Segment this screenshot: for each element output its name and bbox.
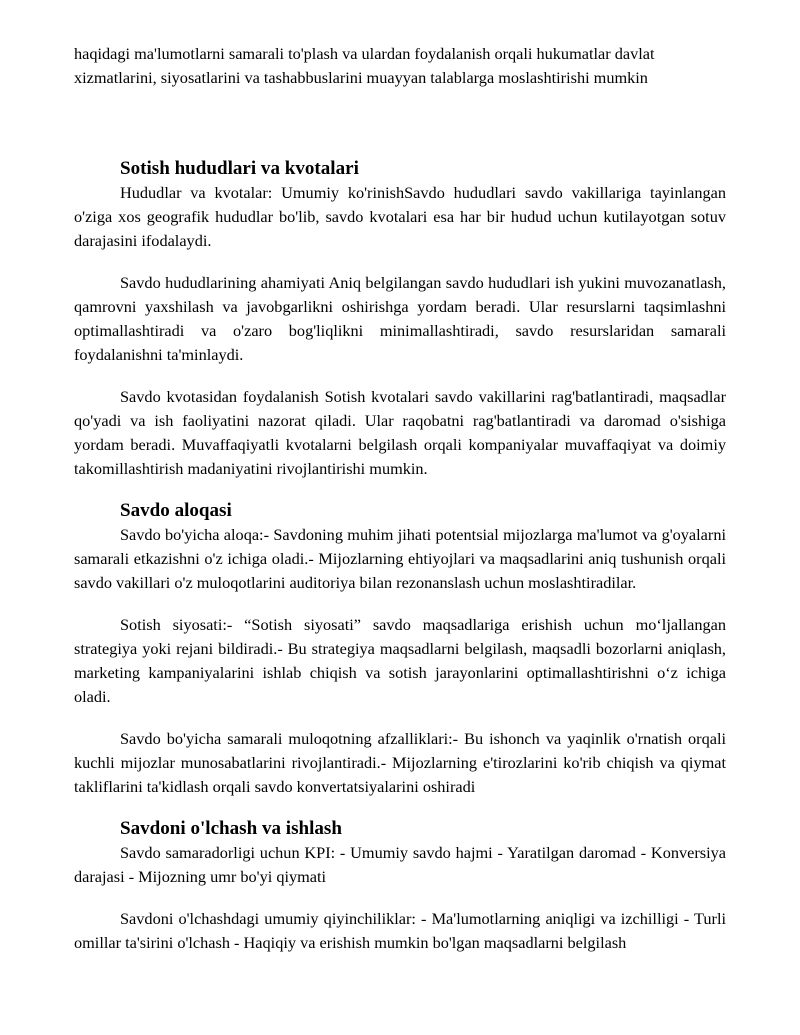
- section-heading: Savdo aloqasi: [120, 500, 232, 521]
- section-heading: Savdoni o'lchash va ishlash: [120, 818, 342, 839]
- paragraph: Savdo bo'yicha aloqa:- Savdoning muhim jihati potentsial mijozlarga ma'lumot va g'oyalarni samarali etkazishni o'z ichiga oladi.- Mijozlarning ehtiyojlari va maqsadlarini aniq tushunish orqali savdo vakillari o'z muloqotlarini auditoriya bilan rezonanslash uchun moslashtiradilar.: [74, 525, 726, 592]
- section-sales-communication: [74, 499, 726, 799]
- section-sales-measurement: [74, 817, 726, 955]
- paragraph: Savdo kvotasidan foydalanish Sotish kvotalari savdo vakillarini rag'batlantiradi, maqsadlar qo'yadi va ish faoliyatini nazorat qiladi. Ular raqobatni rag'batlantiradi va daromad o'sishiga yordam beradi. Muvaffaqiyatli kvotalarni belgilash orqali kompaniyalar muvaffaqiyat va doimiy takomillashtirish madaniyatini rivojlantirishi mumkin.: [74, 387, 726, 478]
- intro-paragraph: haqidagi ma'lumotlarni samarali to'plash va ulardan foydalanish orqali hukumatlar davlat xizmatlarini, siyosatlarini va tashabbuslarini muayyan talablarga moslashtirishi mumkin: [74, 44, 655, 87]
- document-page: [74, 42, 726, 955]
- section-spacer: [74, 108, 726, 157]
- paragraph: Savdo hududlarining ahamiyati Aniq belgilangan savdo hududlari ish yukini muvozanatlash, qamrovni yaxshilash va javobgarlikni oshirishga yordam beradi. Ular resurslarni taqsimlashni optimallashtiradi va o'zaro bog'liqlikni minimallashtiradi, savdo resurslaridan samarali foydalanishni ta'minlaydi.: [74, 273, 726, 364]
- paragraph: Savdoni o'lchashdagi umumiy qiyinchiliklar: - Ma'lumotlarning aniqligi va izchilligi - Turli omillar ta'sirini o'lchash - Haqiqiy va erishish mumkin bo'lgan maqsadlarni belgilash: [74, 909, 726, 952]
- section-sales-territories: [74, 157, 726, 481]
- section-heading: Sotish hududlari va kvotalari: [120, 158, 359, 179]
- paragraph: Sotish siyosati:- “Sotish siyosati” savdo maqsadlariga erishish uchun mo‘ljallangan strategiya yoki rejani bildiradi.- Bu strategiya maqsadlarni belgilash, maqsadli bozorlarni aniqlash, marketing kampaniyalarini ishlab chiqish va sotish jarayonlarini optimallashtirishni o‘z ichiga oladi.: [74, 615, 726, 706]
- paragraph: Hududlar va kvotalar: Umumiy ko'rinishSavdo hududlari savdo vakillariga tayinlangan o'ziga xos geografik hududlar bo'lib, savdo kvotalari esa har bir hudud uchun kutilayotgan sotuv darajasini ifodalaydi.: [74, 183, 726, 250]
- paragraph: Savdo samaradorligi uchun KPI: - Umumiy savdo hajmi - Yaratilgan daromad - Konversiya darajasi - Mijozning umr bo'yi qiymati: [74, 843, 726, 886]
- paragraph: Savdo bo'yicha samarali muloqotning afzalliklari:- Bu ishonch va yaqinlik o'rnatish orqali kuchli mijozlar munosabatlarini rivojlantiradi.- Mijozlarning e'tirozlarini ko'rib chiqish va qiymat takliflarini ta'kidlash orqali savdo konvertatsiyalarini oshiradi: [74, 729, 726, 796]
